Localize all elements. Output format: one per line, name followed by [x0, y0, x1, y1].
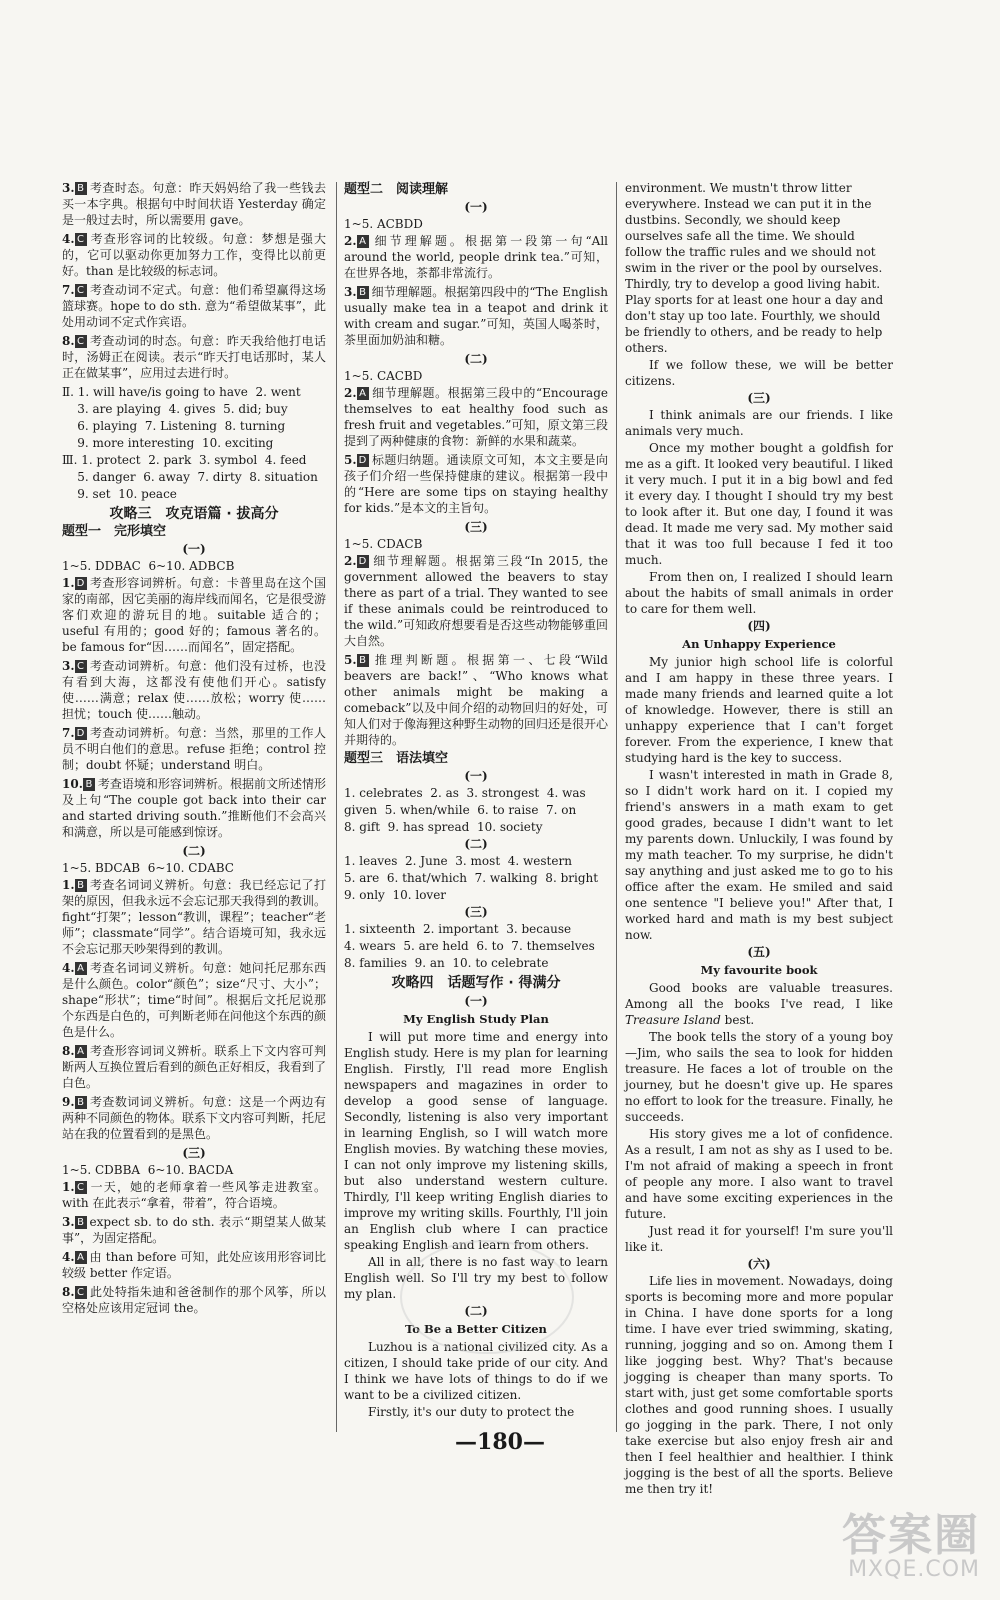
answer-letter-badge: B	[75, 1096, 87, 1109]
item-explanation: 细节理解题。根据第三段“In 2015, the government allowed the beavers to stay there as part of a trial. They wanted to see if these animals could be reintroduced to the wild.”可知政府想要看是否这些动物能够重回大自然。	[344, 554, 608, 648]
essay-title: My English Study Plan	[403, 1012, 549, 1026]
answer-letter-badge: C	[75, 284, 87, 297]
essay-paragraph: I will put more time and energy into English study. Here is my plan for learning English. Firstly, I'll read more English newspapers and magazines in order to develop a good sense of language. Secondly, listening is also very important in learning English, so I will watch more English movies. By watching these movies, I can not only improve my listening skills, but also understand western culture. Thirdly, I'll keep writing English diaries to improve my writing skills. Fourthly, I'll join an English club where I can practice speaking English and learn from others.	[344, 1030, 608, 1252]
page-number: —180—	[455, 1429, 545, 1455]
subsection-label: (二)	[464, 837, 488, 851]
answer-item	[62, 877, 326, 957]
column-1	[62, 180, 326, 1435]
answer-letter-badge: B	[75, 1216, 87, 1229]
item-number: 3.	[62, 181, 75, 195]
answer-item	[62, 575, 326, 655]
fill-answer-line: 5. danger 6. away 7. dirty 8. situation	[62, 470, 318, 484]
item-number: 7.	[62, 283, 75, 297]
item-number: 3.	[62, 1215, 75, 1229]
subsection-label: (四)	[747, 619, 771, 633]
essay-paragraph: From then on, I realized I should learn about the habits of small animals in order to care for them well.	[625, 570, 893, 616]
item-explanation: 细节理解题。根据第三段中的“Encourage themselves to eat healthy food such as fresh fruit and vegetables.”可知，原文第三段提到了两种健康的食物：新鲜的水果和蔬菜。	[344, 386, 608, 448]
answer-letter-badge: B	[357, 654, 369, 667]
item-explanation: 细节理解题。根据第一段第一句“All around the world, people drink tea.”可知，在世界各地，茶都非常流行。	[344, 234, 608, 280]
answer-key-line: 1~5. CACBD	[344, 369, 423, 383]
item-explanation: 考查动词的时态。句意：昨天我给他打电话时，汤姆正在阅读。表示“昨天打电话那时，某人正在做某事”，应用过去进行时。	[62, 334, 326, 380]
answer-item	[344, 233, 608, 281]
answer-key-line: 1~5. BDCAB 6~10. CDABC	[62, 861, 234, 875]
answer-item	[62, 1249, 326, 1281]
column-divider-1	[336, 182, 337, 1432]
item-explanation: 考查动词不定式。句意：他们希望赢得这场篮球赛。hope to do sth. 意为“希望做某事”，此处用动词不定式作宾语。	[62, 283, 326, 329]
column-2	[344, 180, 609, 1419]
answer-item	[344, 385, 608, 449]
answer-letter-badge: D	[357, 454, 369, 467]
item-explanation: 一天，她的老师拿着一些风筝走进教室。with 在此表示“拿着，带着”，符合语境。	[62, 1180, 326, 1210]
item-number: 8.	[62, 1285, 75, 1299]
section-heading: 攻略四 话题写作 · 得满分	[391, 975, 561, 991]
grammar-answer-line: 9. only 10. lover	[344, 888, 447, 902]
item-number: 3.	[344, 285, 357, 299]
essay-paragraph: I think animals are our friends. I like animals very much.	[625, 408, 893, 438]
answer-item	[62, 333, 326, 381]
brand-logo: 答案圈	[842, 1510, 980, 1561]
answer-letter-badge: C	[75, 660, 87, 673]
answer-letter-badge: A	[75, 1045, 87, 1058]
column-3	[625, 180, 893, 1496]
answer-item	[344, 553, 608, 649]
type-heading: 题型一 完形填空	[62, 524, 167, 539]
answer-item	[62, 180, 326, 228]
item-explanation: 考查动词辨析。句意：他们没有过桥，也没有看到大海，这都没有使他们开心。satisfy 使……满意；relax 使……放松；worry 使……担忧；touch 使……触动。	[62, 659, 326, 721]
fill-answer-line: 9. set 10. peace	[62, 487, 177, 501]
grammar-answer-line: 1. celebrates 2. as 3. strongest 4. was	[344, 786, 586, 800]
item-number: 9.	[62, 1095, 75, 1109]
item-explanation: 考查形容词词义辨析。联系上下文内容可判断两人互换位置后看到的颜色正好相反，我看到了白色。	[62, 1044, 327, 1090]
essay-title: To Be a Better Citizen	[405, 1322, 547, 1336]
subsection-label: (五)	[747, 945, 771, 959]
item-number: 2.	[344, 386, 357, 400]
essay-paragraph: Firstly, it's our duty to protect the	[368, 1405, 575, 1419]
answer-letter-badge: A	[75, 962, 87, 975]
item-explanation: 考查形容词的比较级。句意：梦想是强大的，它可以驱动你更加努力工作，变得比以前更好。than 是比较级的标志词。	[62, 232, 326, 278]
grammar-answer-line: 8. gift 9. has spread 10. society	[344, 820, 543, 834]
grammar-answer-line: 5. are 6. that/which 7. walking 8. bright	[344, 871, 599, 885]
grammar-answer-line: given 5. when/while 6. to raise 7. on	[344, 803, 577, 817]
answer-letter-badge: C	[75, 335, 87, 348]
column-divider-2	[616, 182, 617, 1432]
fill-answer-line: Ⅲ. 1. protect 2. park 3. symbol 4. feed	[62, 453, 307, 467]
answer-letter-badge: D	[75, 727, 87, 740]
item-number: 3.	[62, 659, 75, 673]
answer-item	[62, 658, 326, 722]
essay-text: best.	[720, 1013, 755, 1027]
brand-watermark	[770, 1510, 980, 1590]
item-explanation: 标题归纳题。通读原文可知，本文主要是向孩子们介绍一些保持健康的建议。根据第一段中的“Here are some tips on staying healthy for kids.”是本文的主旨句。	[344, 453, 608, 515]
fill-answer-line: Ⅱ. 1. will have/is going to have 2. went	[62, 385, 301, 399]
answer-letter-badge: D	[357, 555, 369, 568]
essay-paragraph: If we follow these, we will be better citizens.	[625, 358, 893, 388]
answer-item	[62, 960, 326, 1040]
answer-key-line: 1~5. ACBDD	[344, 217, 423, 231]
essay-paragraph: Life lies in movement. Nowadays, doing sports is becoming more and more popular in China. I have done sports for a long time. I have ever tried swimming, skating, running, jogging and so on. Among them I like jogging best. Why? That's because jogging is cheaper than many sports. To start with, just get some comfortable sports clothes and good running shoes. I usually go jogging in the park. There, I not only take exercise but also enjoy fresh air and then I feel healthier and healthier. I think jogging is the best of all the sports. Believe me then try it!	[625, 1274, 893, 1496]
subsection-label: (二)	[182, 844, 206, 858]
item-number: 5.	[344, 653, 357, 667]
type-heading: 题型二 阅读理解	[344, 182, 449, 197]
subsection-label: (六)	[747, 1257, 771, 1271]
answer-item	[62, 1094, 326, 1142]
essay-paragraph: Luzhou is a national civilized city. As a citizen, I should take pride of our city. And I think we have lots of things to do if we want to be a civilized citizen.	[344, 1340, 608, 1402]
essay-text: Good books are valuable treasures. Among all the books I've read, I like	[625, 981, 893, 1011]
subsection-label: (一)	[464, 769, 488, 783]
answer-letter-badge: D	[75, 577, 87, 590]
answer-item	[62, 725, 326, 773]
item-number: 2.	[344, 234, 357, 248]
answer-letter-badge: A	[357, 235, 369, 248]
watermark-seal	[400, 1240, 574, 1354]
fill-answer-line: 9. more interesting 10. exciting	[62, 436, 274, 450]
item-number: 4.	[62, 232, 75, 246]
subsection-label: (三)	[747, 391, 771, 405]
item-number: 1.	[62, 576, 75, 590]
fill-answer-line: 6. playing 7. Listening 8. turning	[62, 419, 286, 433]
answer-letter-badge: C	[75, 1181, 87, 1194]
subsection-label: (二)	[464, 352, 488, 366]
subsection-label: (一)	[182, 542, 206, 556]
item-explanation: 考查形容词辨析。句意：卡普里岛在这个国家的南部，因它美丽的海岸线而闻名，它是很受游客们欢迎的游玩目的地。suitable 适合的；useful 有用的；good 好的；famous 著名的。be famous for“因……而闻名”，固定搭配。	[62, 576, 327, 654]
item-number: 7.	[62, 726, 75, 740]
subsection-label: (三)	[182, 1146, 206, 1160]
item-explanation: 推理判断题。根据第一、七段“Wild beavers are back!”、“Who knows what other animals might be making a comeback”以及中间介绍的动物回归的好处，可知人们对于像海狸这种野生动物的回归还是很开心并期待的。	[344, 653, 609, 747]
essay-title: An Unhappy Experience	[682, 637, 836, 651]
item-explanation: 考查数词词义辨析。句意：这是一个两边有两种不同颜色的物体。联系下文内容可判断，托尼站在我的位置看到的是黑色。	[62, 1095, 327, 1141]
answer-letter-badge: B	[75, 879, 87, 892]
item-explanation: 考查语境和形容词辨析。根据前文所述情形及上句“The couple got back into their car and started driving south.”推断他们不会高兴和满意，所以是可能感到惊讶。	[62, 777, 326, 839]
essay-paragraph: My junior high school life is colorful and I am happy in these three years. I made many friends and learned quite a lot of knowledge. However, there is still an unhappy experience that I can't forget forever. From the experience, I knew that studying hard is the key to success.	[625, 655, 893, 765]
essay-paragraph: Just read it for yourself! I'm sure you'll like it.	[625, 1224, 893, 1254]
answer-letter-badge: C	[75, 1286, 87, 1299]
item-explanation: 考查时态。句意：昨天妈妈给了我一些钱去买一本字典。根据句中时间状语 Yesterday 确定是一般过去时，所以需要用 gave。	[62, 181, 326, 227]
item-number: 8.	[62, 1044, 75, 1058]
answer-letter-badge: B	[357, 286, 369, 299]
item-number: 4.	[62, 961, 75, 975]
answer-item	[344, 652, 608, 748]
subsection-label: (一)	[464, 200, 488, 214]
answer-item	[62, 1284, 326, 1316]
essay-title: My favourite book	[700, 963, 818, 977]
grammar-answer-line: 4. wears 5. are held 6. to 7. themselves	[344, 939, 595, 953]
essay-paragraph: Once my mother bought a goldfish for me as a gift. It looked very beautiful. I liked it very much. I put it in a big bowl and fed it every day. I thought I should try my best to look after it. But one day, I found it was dead. It made me very sad. My mother said that it was too full because I fed it too much.	[625, 441, 893, 567]
grammar-answer-line: 1. sixteenth 2. important 3. because	[344, 922, 572, 936]
answer-letter-badge: A	[357, 387, 369, 400]
answer-item	[62, 231, 326, 279]
essay-continuation: environment. We mustn't throw litter everywhere. Instead we can put it in the dustbins. Secondly, we should keep ourselves safe all the time. We should follow the traffic rules and we should not swim in the river or the pool by ourselves. Thirdly, try to develop a good living habit. Play sports for at least one hour a day and don't stay up too late. Fourthly, we should be friendly to others, and be ready to help others.	[625, 181, 888, 355]
essay-paragraph: All in all, there is no fast way to learn English well. So I'll try my best to follow my plan.	[344, 1255, 608, 1301]
answer-item	[62, 1179, 326, 1211]
item-explanation: 细节理解题。根据第四段中的“The English usually make tea in a teapot and drink it with cream and sugar.”可知，英国人喝茶时，茶里面加奶油和糖。	[344, 285, 608, 347]
fill-answer-line: 3. are playing 4. gives 5. did; buy	[62, 402, 288, 416]
answer-letter-badge: C	[75, 233, 87, 246]
subsection-label: (一)	[464, 994, 488, 1008]
essay-paragraph: His story gives me a lot of confidence. As a result, I am not as shy as I used to be. I'm not afraid of making a speech in front of people any more. I also want to travel and have some exciting experiences in the future.	[625, 1127, 893, 1221]
grammar-answer-line: 8. families 9. an 10. to celebrate	[344, 956, 549, 970]
item-number: 2.	[344, 554, 357, 568]
item-explanation: 此处特指朱迪和爸爸制作的那个风筝，所以空格处应该用定冠词 the。	[62, 1285, 326, 1315]
essay-paragraph	[625, 980, 893, 1028]
answer-key-line: 1~5. DDBAC 6~10. ADBCB	[62, 559, 235, 573]
item-explanation: 考查名词词义辨析。句意：我已经忘记了打架的原因，但我永远不会忘记那天我得到的教训。fight“打架”；lesson“教训，课程”；teacher“老师”；classmate“同学”。结合语境可知，我永远不会忘记那天吵架得到的教训。	[62, 878, 327, 956]
essay-paragraph: I wasn't interested in math in Grade 8, so I didn't work hard on it. I copied my friend's answers in a math exam to get good grades, because I didn't want to let my parents down. Unluckily, I was found by my math teacher. To my surprise, he didn't say anything and just asked me to go to his office after the exam. He smiled and said one sentence "I believe you!" After that, I worked hard and math is my best subject now.	[625, 768, 893, 942]
answer-letter-badge: A	[75, 1251, 87, 1264]
grammar-answer-line: 1. leaves 2. June 3. most 4. western	[344, 854, 572, 868]
brand-site: MXQE.COM	[848, 1557, 980, 1582]
answer-letter-badge: B	[75, 182, 87, 195]
answer-letter-badge: B	[83, 778, 95, 791]
essay-paragraph: The book tells the story of a young boy—Jim, who sails the sea to look for hidden treasure. He faces a lot of trouble on the journey, but he doesn't give up. He spares no effort to look for the treasure. Finally, he succeeds.	[625, 1030, 893, 1124]
answer-item	[344, 284, 608, 348]
item-number: 4.	[62, 1250, 75, 1264]
answer-item	[62, 1214, 326, 1246]
answer-key-line: 1~5. CDACB	[344, 537, 423, 551]
item-number: 1.	[62, 878, 75, 892]
answer-key-line: 1~5. CDBBA 6~10. BACDA	[62, 1163, 234, 1177]
subsection-label: (二)	[464, 1304, 488, 1318]
answer-item	[344, 452, 608, 516]
type-heading: 题型三 语法填空	[344, 751, 449, 766]
answer-item	[62, 282, 326, 330]
section-heading: 攻略三 攻克语篇 · 拔高分	[109, 506, 279, 522]
subsection-label: (三)	[464, 520, 488, 534]
item-number: 8.	[62, 334, 75, 348]
item-explanation: expect sb. to do sth. 表示“期望某人做某事”，为固定搭配。	[62, 1215, 326, 1245]
answer-item	[62, 1043, 326, 1091]
answer-item	[62, 776, 326, 840]
item-number: 10.	[62, 777, 83, 791]
item-explanation: 考查名词词义辨析。句意：她问托尼那东西是什么颜色。color“颜色”；size“尺寸、大小”；shape“形状”；time“时间”。根据后文托尼说那个东西是白色的，可判断老师在问他这个东西的颜色是什么。	[62, 961, 327, 1039]
item-number: 5.	[344, 453, 357, 467]
book-title: Treasure Island	[625, 1013, 721, 1027]
item-number: 1.	[62, 1180, 75, 1194]
subsection-label: (三)	[464, 905, 488, 919]
item-explanation: 由 than before 可知，此处应该用形容词比较级 better 作定语。	[62, 1250, 326, 1280]
item-explanation: 考查动词辨析。句意：当然，那里的工作人员不明白他们的意思。refuse 拒绝；control 控制；doubt 怀疑；understand 明白。	[62, 726, 326, 772]
